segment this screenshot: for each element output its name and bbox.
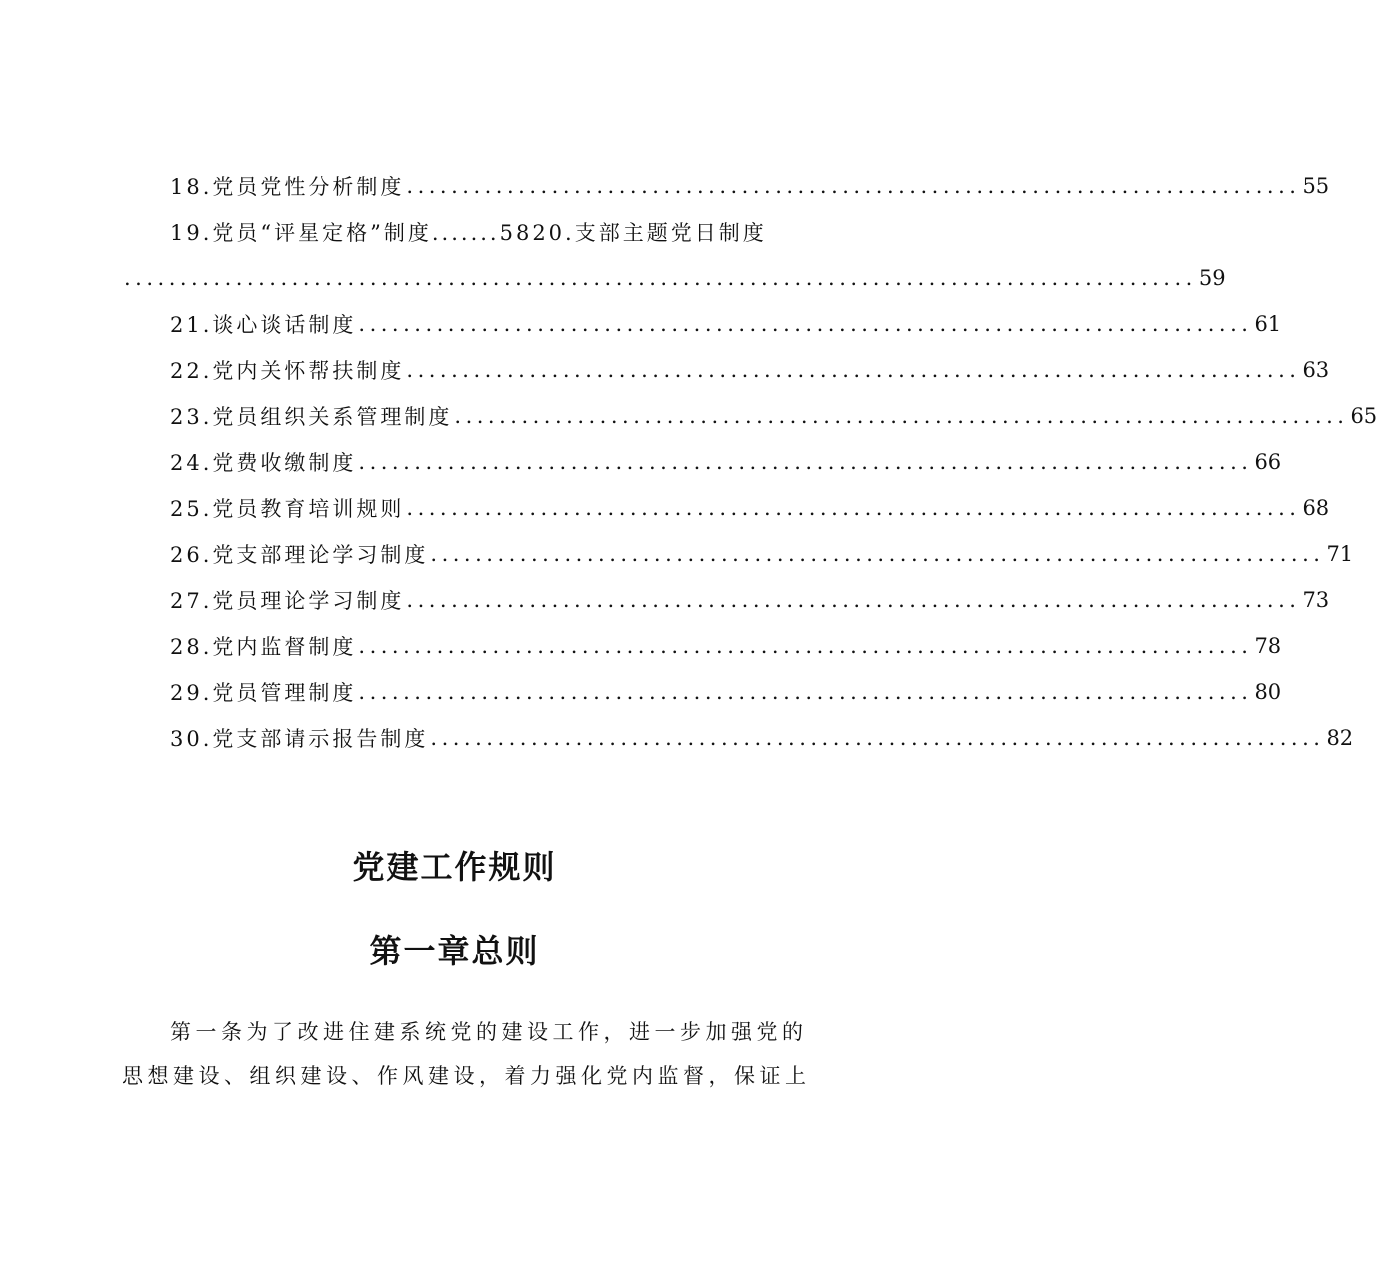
toc-entry-page: 63 — [1302, 358, 1330, 382]
toc-entry-page: 66 — [1254, 450, 1282, 474]
table-of-contents — [122, 168, 1377, 766]
toc-leader-dots: ................................................................................ — [406, 358, 1301, 382]
toc-entry[interactable] — [122, 306, 1282, 342]
toc-entry-page: 59 — [1198, 266, 1226, 290]
toc-entry[interactable] — [122, 720, 1354, 756]
toc-leader-dots: ................................................................................ — [406, 496, 1301, 520]
toc-entry-title: 29.党员管理制度 — [170, 681, 357, 705]
toc-entry-title: 21.谈心谈话制度 — [170, 313, 357, 337]
toc-leader-dots: ................................................................................ — [358, 312, 1253, 336]
paragraph-line: 第一条为了改进住建系统党的建设工作，进一步加强党的 — [170, 1020, 808, 1044]
toc-entry-title: 18.党员党性分析制度 — [170, 175, 405, 199]
paragraph-line: 思想建设、组织建设、作风建设，着力强化党内监督，保证上 — [122, 1064, 811, 1088]
toc-entry-title: 19.党员“评星定格”制度.......5820.支部主题党日制度 — [170, 221, 767, 245]
toc-entry-page: 82 — [1326, 726, 1354, 750]
toc-entry[interactable] — [122, 168, 1330, 204]
toc-entry-page: 78 — [1254, 634, 1282, 658]
toc-entry-title: 28.党内监督制度 — [170, 635, 357, 659]
chapter-heading: 第一章总则 — [369, 932, 540, 970]
toc-leader-dots: ................................................................................ — [430, 726, 1325, 750]
toc-entry[interactable] — [122, 674, 1282, 710]
toc-entry-title: 23.党员组织关系管理制度 — [170, 405, 453, 429]
toc-leader-dots: ................................................................................ — [358, 634, 1253, 658]
body-paragraph — [122, 1010, 811, 1098]
toc-entry-page: 73 — [1302, 588, 1330, 612]
document-title: 党建工作规则 — [352, 848, 557, 886]
toc-entry[interactable] — [122, 490, 1330, 526]
toc-entry-title: 22.党内关怀帮扶制度 — [170, 359, 405, 383]
toc-entry-title: 25.党员教育培训规则 — [170, 497, 405, 521]
toc-leader-dots: ................................................................................................ — [124, 266, 1197, 290]
toc-entry-page: 71 — [1326, 542, 1354, 566]
toc-leader-dots: ................................................................................ — [406, 174, 1301, 198]
toc-entry[interactable] — [122, 352, 1330, 388]
toc-entry-title: 30.党支部请示报告制度 — [170, 727, 429, 751]
toc-entry[interactable] — [122, 444, 1282, 480]
toc-entry[interactable] — [122, 536, 1354, 572]
toc-entry-page: 80 — [1254, 680, 1282, 704]
toc-leader-dots: ................................................................................ — [358, 450, 1253, 474]
toc-leader-dots: ................................................................................ — [406, 588, 1301, 612]
toc-entry-continuation[interactable] — [122, 260, 1226, 296]
toc-leader-dots: ................................................................................ — [454, 404, 1349, 428]
toc-leader-dots: ................................................................................ — [430, 542, 1325, 566]
toc-entry[interactable] — [122, 628, 1282, 664]
toc-entry-title: 27.党员理论学习制度 — [170, 589, 405, 613]
toc-entry-page: 55 — [1302, 174, 1330, 198]
toc-entry-title: 24.党费收缴制度 — [170, 451, 357, 475]
toc-entry-title: 26.党支部理论学习制度 — [170, 543, 429, 567]
toc-entry-page: 65 — [1350, 404, 1377, 428]
toc-entry-page: 68 — [1302, 496, 1330, 520]
toc-leader-dots: ................................................................................ — [358, 680, 1253, 704]
toc-entry[interactable] — [122, 398, 1377, 434]
toc-entry-page: 61 — [1254, 312, 1282, 336]
toc-entry[interactable] — [122, 582, 1330, 618]
toc-entry[interactable] — [122, 214, 795, 250]
